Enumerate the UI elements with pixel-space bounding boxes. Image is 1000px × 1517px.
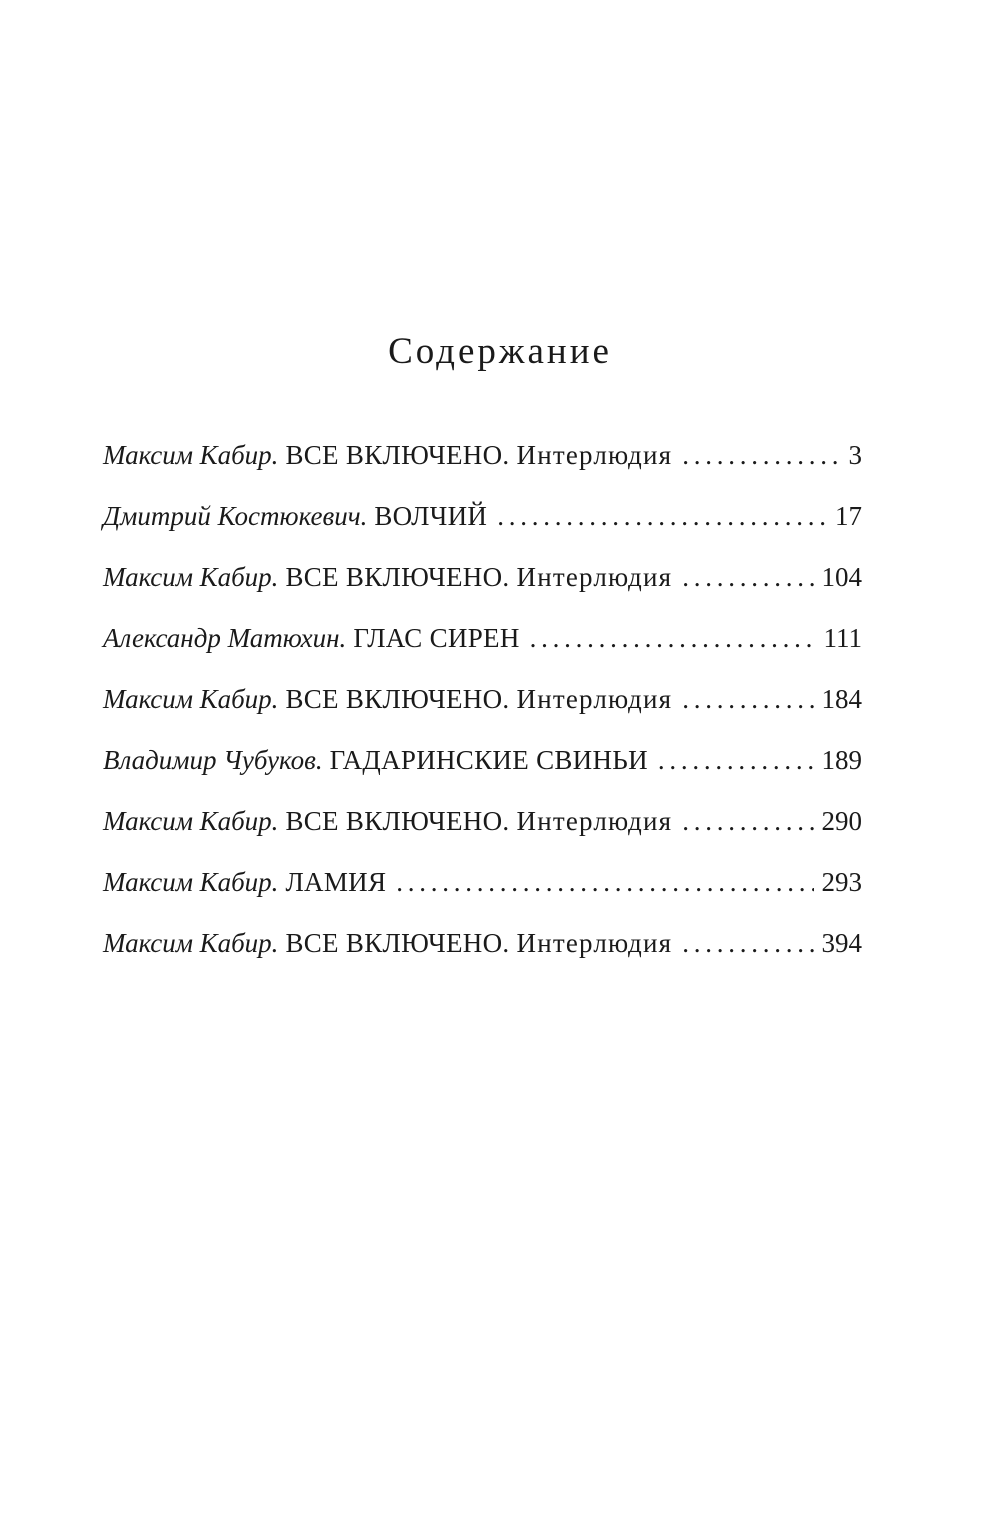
toc-work-title: ВСЕ ВКЛЮЧЕНО. Интерлюдия	[285, 562, 673, 592]
toc-entry	[103, 928, 862, 989]
table-of-contents	[103, 440, 862, 989]
page-title: Содержание	[388, 331, 612, 372]
toc-work-subtitle: Интерлюдия	[516, 806, 673, 836]
toc-entry	[103, 562, 862, 623]
toc-page-number: 184	[821, 684, 862, 714]
toc-author: Владимир Чубуков.	[103, 745, 323, 775]
toc-entry	[103, 501, 862, 562]
dot-leader	[682, 928, 813, 959]
toc-page-number: 293	[821, 867, 862, 897]
toc-entry	[103, 867, 862, 928]
toc-author: Максим Кабир.	[103, 806, 279, 836]
toc-work-title: ВОЛЧИЙ	[374, 501, 488, 531]
toc-work-subtitle: Интерлюдия	[516, 684, 673, 714]
toc-author: Дмитрий Костюкевич.	[103, 501, 368, 531]
toc-page-number: 17	[835, 501, 862, 531]
toc-page-number: 394	[821, 928, 862, 958]
toc-entry	[103, 684, 862, 745]
toc-author: Максим Кабир.	[103, 440, 279, 470]
toc-work-subtitle: Интерлюдия	[516, 440, 673, 470]
toc-entry	[103, 623, 862, 684]
toc-entry	[103, 440, 862, 501]
toc-work-title: ВСЕ ВКЛЮЧЕНО. Интерлюдия	[285, 806, 673, 836]
toc-author: Александр Матюхин.	[103, 623, 347, 653]
toc-page-number: 104	[821, 562, 862, 592]
toc-work-title: ГАДАРИНСКИЕ СВИНЬИ	[329, 745, 648, 775]
toc-page-number: 290	[821, 806, 862, 836]
toc-author: Максим Кабир.	[103, 562, 279, 592]
dot-leader	[682, 440, 840, 471]
toc-work-title: ВСЕ ВКЛЮЧЕНО. Интерлюдия	[285, 440, 673, 470]
toc-page-number: 189	[821, 745, 862, 775]
dot-leader	[658, 745, 814, 776]
dot-leader	[396, 867, 813, 898]
toc-work-title: ВСЕ ВКЛЮЧЕНО. Интерлюдия	[285, 684, 673, 714]
toc-author: Максим Кабир.	[103, 867, 279, 897]
dot-leader	[497, 501, 827, 532]
toc-work-title: ЛАМИЯ	[285, 867, 387, 897]
toc-work-subtitle: Интерлюдия	[516, 562, 673, 592]
dot-leader	[530, 623, 816, 654]
toc-work-title: ВСЕ ВКЛЮЧЕНО. Интерлюдия	[285, 928, 673, 958]
toc-work-title: ГЛАС СИРЕН	[353, 623, 520, 653]
dot-leader	[682, 806, 813, 837]
toc-page-number: 3	[848, 440, 862, 470]
toc-author: Максим Кабир.	[103, 928, 279, 958]
dot-leader	[682, 684, 813, 715]
toc-work-subtitle: Интерлюдия	[516, 928, 673, 958]
toc-page-number: 111	[823, 623, 862, 653]
toc-author: Максим Кабир.	[103, 684, 279, 714]
toc-entry	[103, 745, 862, 806]
dot-leader	[682, 562, 813, 593]
toc-entry	[103, 806, 862, 867]
